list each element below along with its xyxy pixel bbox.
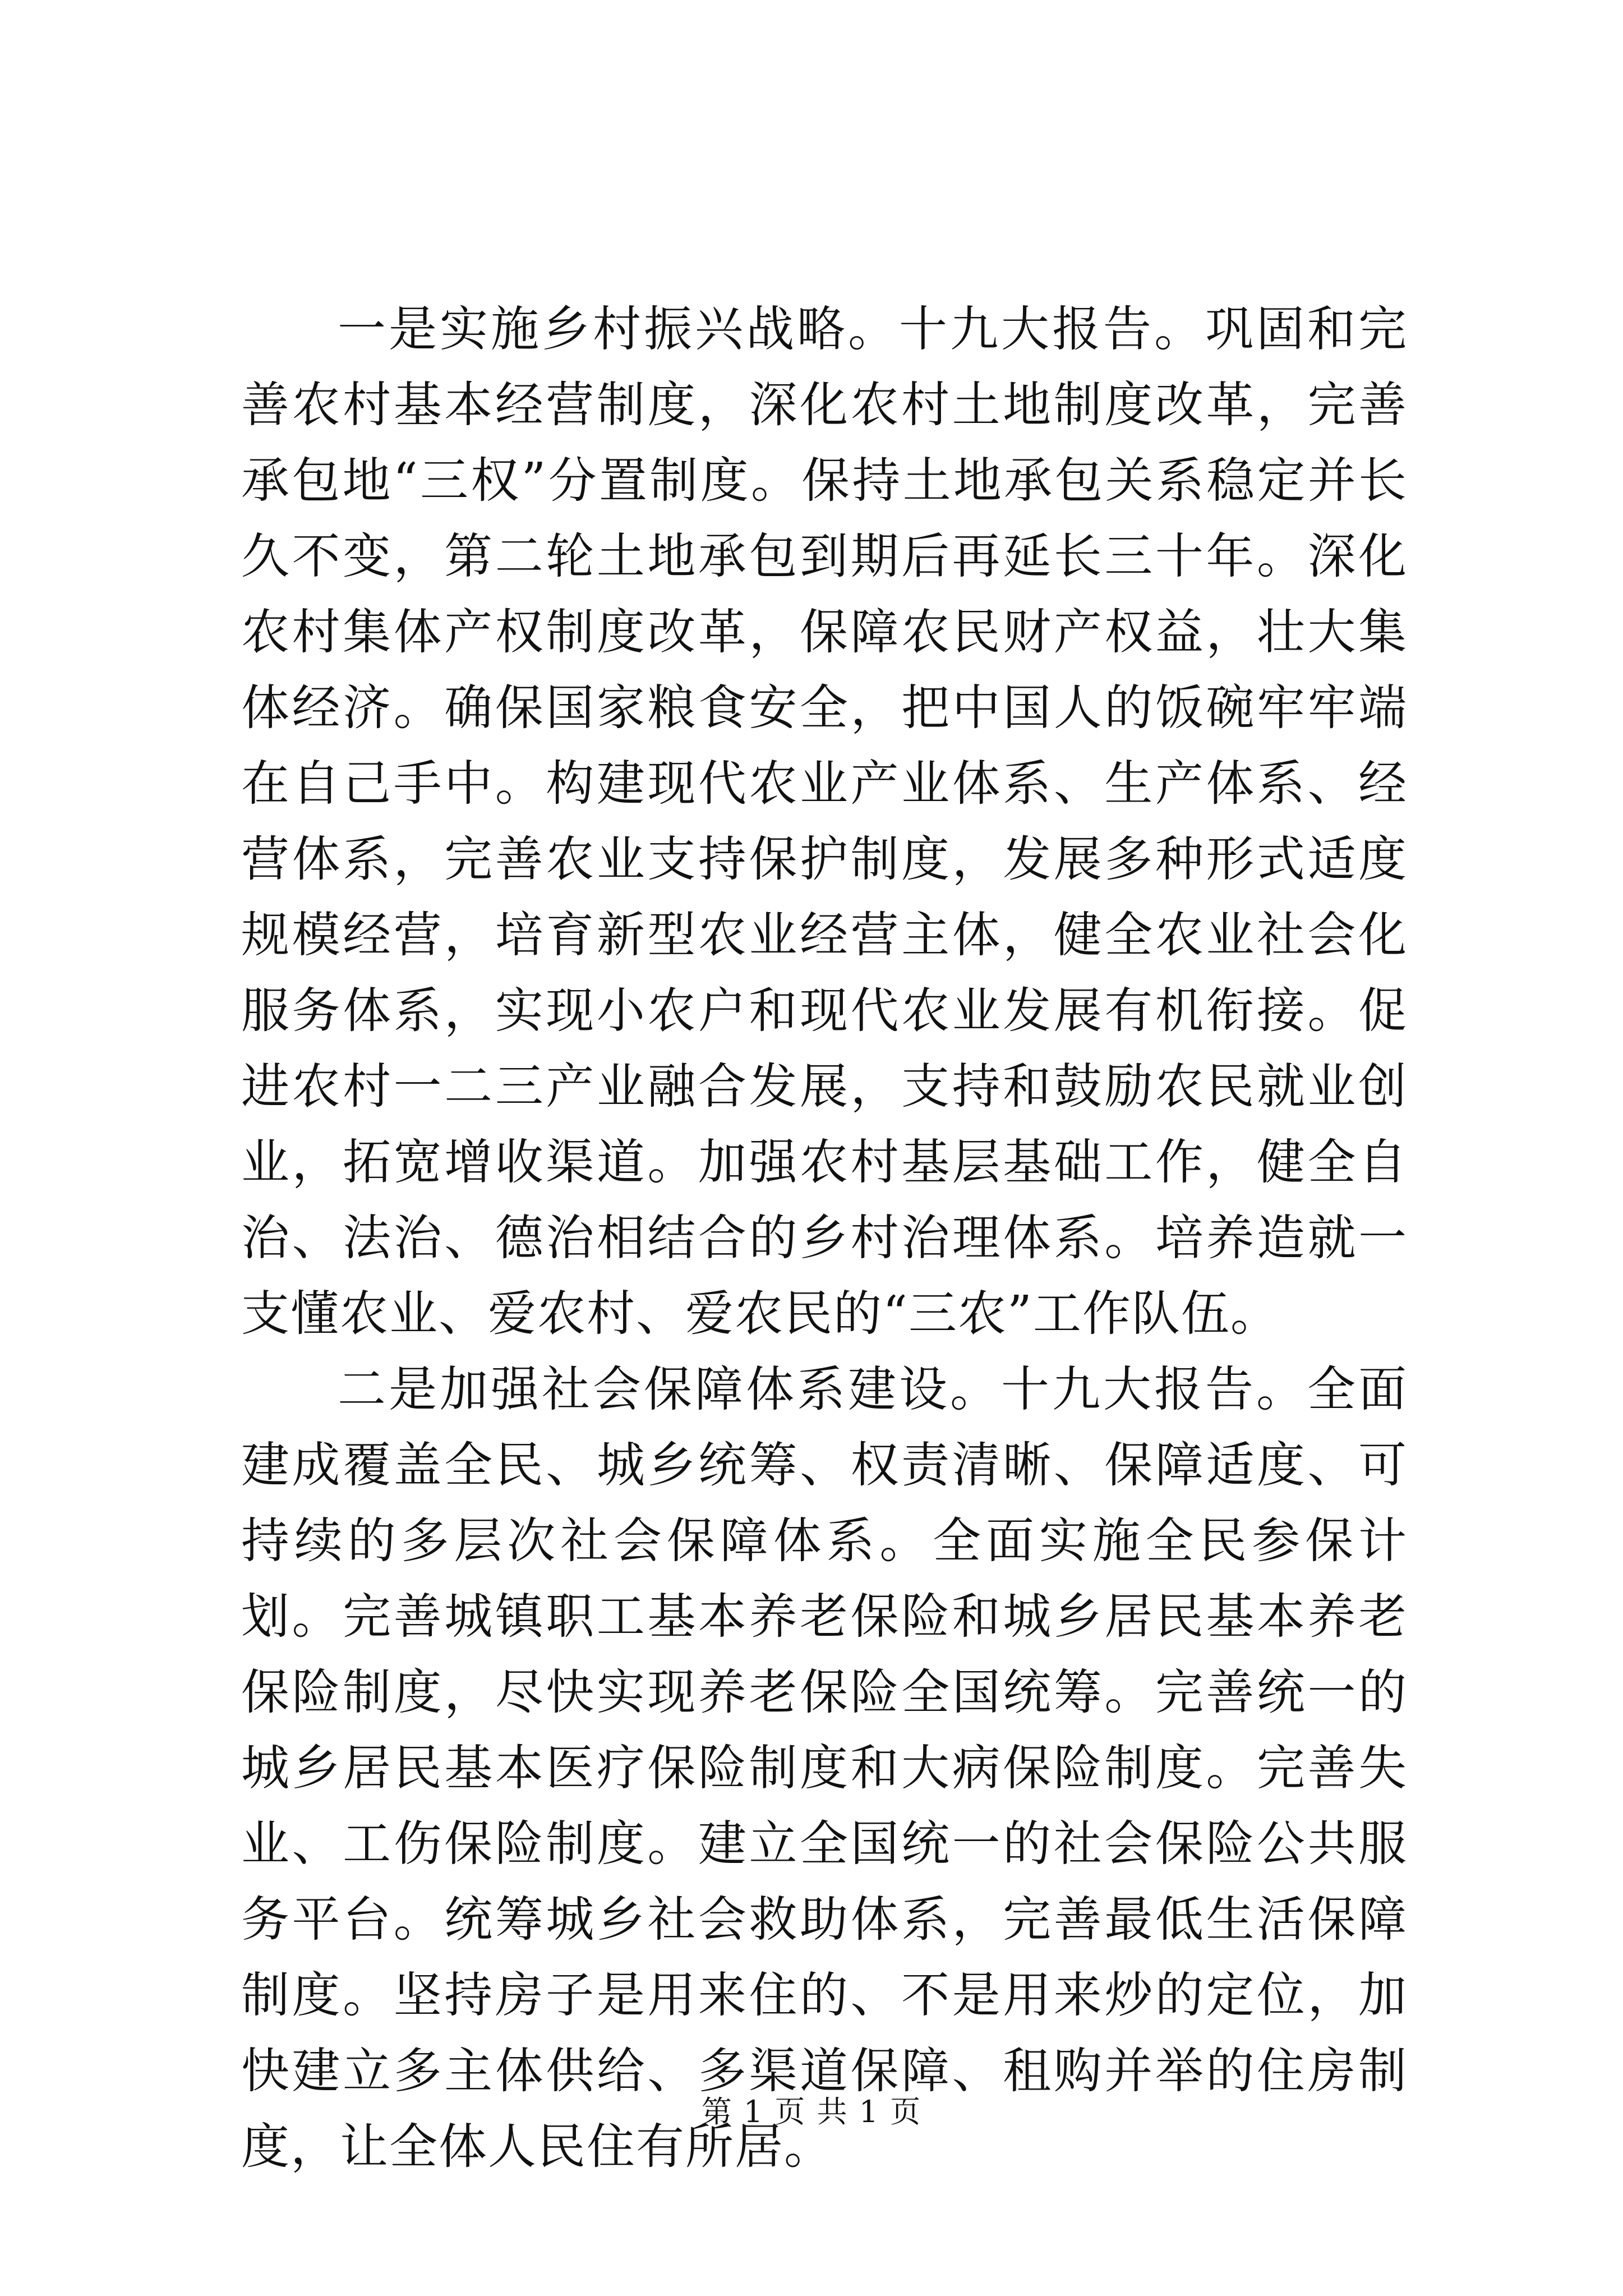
page-number-footer: 第 1 页 共 1 页: [701, 2094, 922, 2129]
paragraph-social-security: 二是加强社会保障体系建设。十九大报告。全面建成覆盖全民、城乡统筹、权责清晰、保障适度、可持续的多层次社会保障体系。全面实施全民参保计划。完善城镇职工基本养老保险和城乡居民基本养老保险制度，尽快实现养老保险全国统筹。完善统一的城乡居民基本医疗保险制度和大病保险制度。完善失业、工伤保险制度。建立全国统一的社会保险公共服务平台。统筹城乡社会救助体系，完善最低生活保障制度。坚持房子是用来住的、不是用来炒的定位，加快建立多主体供给、多渠道保障、租购并举的住房制度，让全体人民住有所居。: [241, 1361, 1408, 2175]
document-body: [241, 292, 1408, 2185]
paragraph-rural-revitalization: 一是实施乡村振兴战略。十九大报告。巩固和完善农村基本经营制度，深化农村土地制度改革，完善承包地“三权”分置制度。保持土地承包关系稳定并长久不变，第二轮土地承包到期后再延长三十年。深化农村集体产权制度改革，保障农民财产权益，壮大集体经济。确保国家粮食安全，把中国人的饭碗牢牢端在自己手中。构建现代农业产业体系、生产体系、经营体系，完善农业支持保护制度，发展多种形式适度规模经营，培育新型农业经营主体，健全农业社会化服务体系，实现小农户和现代农业发展有机衔接。促进农村一二三产业融合发展，支持和鼓励农民就业创业，拓宽增收渠道。加强农村基层基础工作，健全自治、法治、德治相结合的乡村治理体系。培养造就一支懂农业、爱农村、爱农民的“三农”工作队伍。: [241, 301, 1408, 1342]
